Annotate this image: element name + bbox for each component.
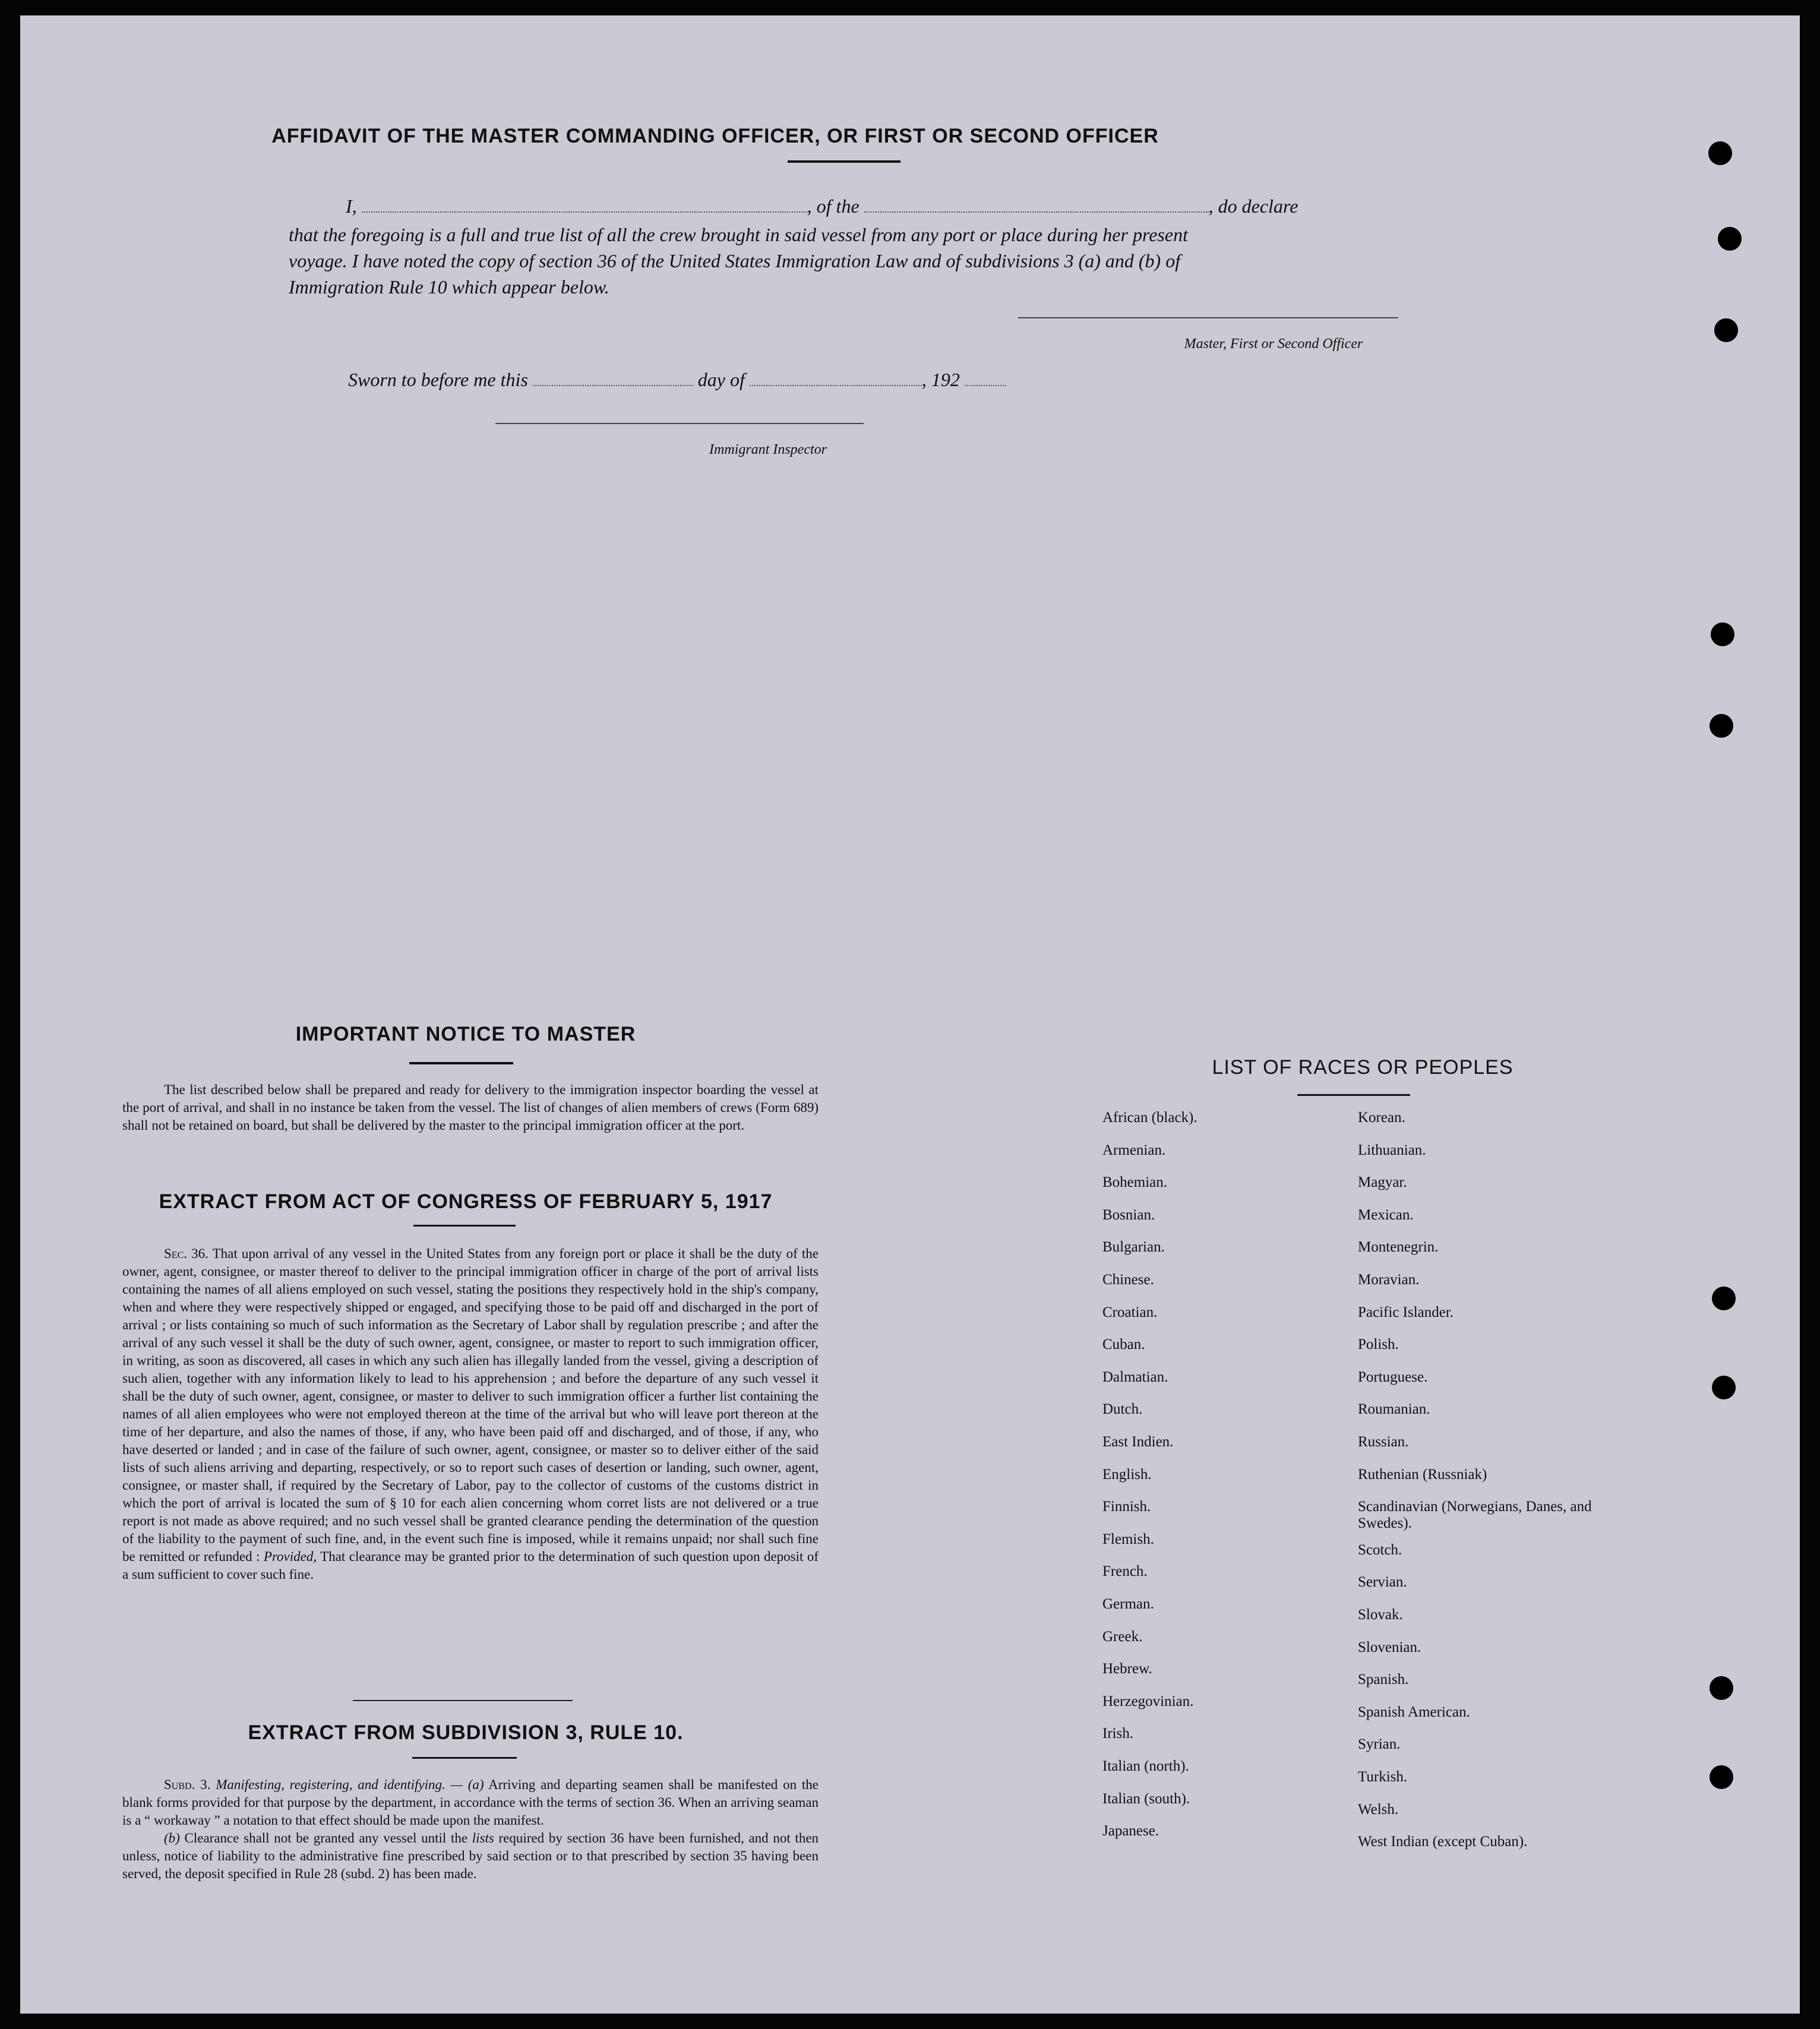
race-item: English. <box>1102 1466 1152 1483</box>
punch-hole <box>1711 622 1734 646</box>
rule-underline <box>412 1757 517 1759</box>
race-item: Finnish. <box>1102 1499 1151 1515</box>
race-item: Slovak. <box>1358 1607 1403 1623</box>
notice-underline <box>409 1062 513 1064</box>
race-item: Welsh. <box>1358 1801 1399 1818</box>
sworn-line <box>348 366 1120 393</box>
race-item: Portuguese. <box>1358 1369 1428 1385</box>
act-title: EXTRACT FROM ACT OF CONGRESS OF FEBRUARY 5, 1917 <box>159 1190 773 1213</box>
race-item: Turkish. <box>1358 1769 1408 1785</box>
race-item: Bohemian. <box>1102 1174 1168 1191</box>
race-item: Roumanian. <box>1358 1401 1430 1418</box>
punch-hole <box>1710 714 1733 738</box>
para-b-1: Clearance shall not be granted any vessel until the <box>184 1831 468 1845</box>
sec-label: Sec. 36. <box>164 1246 208 1261</box>
year-prefix: , 192 <box>921 369 960 390</box>
subd-label: Subd. 3. <box>164 1777 211 1792</box>
affidavit-line-4: Immigration Rule 10 which appear below. <box>289 276 609 298</box>
race-item: Scandinavian (Norwegians, Danes, and Swedes). <box>1358 1499 1592 1532</box>
rule-body <box>122 1776 819 1883</box>
race-item: Armenian. <box>1102 1142 1166 1158</box>
vessel-blank[interactable] <box>864 211 1209 213</box>
provided-word: Provided, <box>263 1549 317 1564</box>
race-item: Chinese. <box>1102 1272 1154 1288</box>
name-blank[interactable] <box>362 211 807 213</box>
race-item: Pacific Islander. <box>1358 1304 1454 1320</box>
notice-title: IMPORTANT NOTICE TO MASTER <box>295 1023 636 1045</box>
race-item: Japanese. <box>1102 1823 1159 1840</box>
affidavit-i: I, <box>346 195 357 217</box>
race-item: Servian. <box>1358 1574 1407 1591</box>
day-of-text: day of <box>697 369 745 390</box>
affidavit-line-3: voyage. I have noted the copy of section 36 of the United States Immigration Law and of subdivisions 3 (a) and (b) of <box>289 250 1181 271</box>
race-item: Croatian. <box>1102 1304 1158 1320</box>
race-item: Dalmatian. <box>1102 1369 1168 1385</box>
race-item: Irish. <box>1102 1725 1134 1742</box>
inspector-label: Immigrant Inspector <box>709 442 827 457</box>
punch-hole <box>1712 1287 1736 1310</box>
para-a: Arriving and departing seamen shall be manifested on the blank forms provided for that purpose by the department, in accordance with the terms of section 36. When an arriving seaman is a “ workaway ” a notation to that effect should be made upon the manifest. <box>122 1777 819 1828</box>
race-item: Russian. <box>1358 1434 1409 1450</box>
race-item: Cuban. <box>1102 1336 1145 1353</box>
race-item: Dutch. <box>1102 1401 1143 1418</box>
document-page <box>20 15 1800 2014</box>
punch-hole <box>1714 318 1738 342</box>
race-item: Greek. <box>1102 1628 1143 1645</box>
sworn-text: Sworn to before me this <box>348 369 528 390</box>
act-body <box>122 1245 819 1584</box>
race-item: Montenegrin. <box>1358 1239 1439 1256</box>
punch-hole <box>1708 141 1732 165</box>
notice-text: The list described below shall be prepared and ready for delivery to the immigration inspector boarding the vessel at the port of arrival, and shall in no instance be taken from the vessel. The list of changes of alien members of crews (Form 689) shall not be retained on board, but shall be delivered by the master to the principal immigration officer at the port. <box>122 1082 819 1133</box>
race-item: Mexican. <box>1358 1206 1414 1223</box>
race-item: West Indian (except Cuban). <box>1358 1834 1528 1850</box>
race-item: Flemish. <box>1102 1531 1154 1547</box>
race-item: Spanish. <box>1358 1671 1409 1688</box>
notice-body <box>122 1081 819 1134</box>
race-item: Herzegovinian. <box>1102 1693 1194 1709</box>
month-blank[interactable] <box>750 385 922 386</box>
races-title: LIST OF RACES OR PEOPLES <box>1212 1056 1513 1079</box>
race-item: Spanish American. <box>1358 1704 1470 1720</box>
race-item: Bosnian. <box>1102 1206 1155 1223</box>
race-item: French. <box>1102 1563 1148 1580</box>
act-underline <box>413 1225 516 1227</box>
race-item: Lithuanian. <box>1358 1142 1426 1158</box>
affidavit-of-the: , of the <box>807 195 860 217</box>
race-item: Syrian. <box>1358 1736 1401 1753</box>
race-item: Moravian. <box>1358 1272 1420 1288</box>
master-signature-line[interactable] <box>1018 317 1398 318</box>
inspector-signature-line[interactable] <box>495 423 864 424</box>
race-item: Korean. <box>1358 1110 1405 1126</box>
race-item: Bulgarian. <box>1102 1239 1165 1256</box>
punch-hole <box>1718 227 1742 251</box>
race-item: Magyar. <box>1358 1174 1407 1191</box>
act-text-end: That clearance may be granted prior to the determination of such question upon deposit of a sum sufficient to cover such fine. <box>122 1549 819 1582</box>
race-item: Polish. <box>1358 1336 1399 1353</box>
affidavit-line-2: that the foregoing is a full and true list of all the crew brought in said vessel from any port or place during her present <box>289 224 1188 245</box>
race-item: East Indien. <box>1102 1434 1174 1450</box>
master-label: Master, First or Second Officer <box>1184 336 1363 352</box>
race-item: Slovenian. <box>1358 1639 1421 1655</box>
para-b-2: required by section 36 have been furnished, and not then unless, notice of liability to the administrative fine prescribed by said section or to that prescribed by section 35 having been served, the deposit specified in Rule 28 (subd. 2) has been made. <box>122 1831 819 1881</box>
section-divider <box>353 1700 573 1701</box>
day-blank[interactable] <box>533 385 693 386</box>
affidavit-declare: , do declare <box>1208 195 1298 217</box>
race-item: Ruthenian (Russniak) <box>1358 1466 1487 1483</box>
act-text: That upon arrival of any vessel in the United States from any foreign port or place it shall be the duty of the owner, agent, consignee, or master thereof to deliver to the principal immigration officer in charge of the port of arrival lists containing the names of all aliens employed on such vessel, stating the positions they respectively hold in the ship's company, when and where they were respectively shipped or engaged, and specifying those to be paid off and discharged in the port of arrival ; or lists containing so much of such information as the Secretary of Labor shall by regulation prescribe ; and after the arrival of any such vessel it shall be the duty of such owner, agent, consignee, or master to report to such immigration officer, in writing, as soon as discovered, all cases in which any such alien has illegally landed from the vessel, giving a description of such alien, together with any information likely to lead to his apprehension ; and before the departure of any such vessel it shall be the duty of such owner, agent, consignee, or master to deliver to such immigration officer a further list containing the names of all alien employees who were not employed thereon at the time of the arrival but who will leave port thereon at the time of her departure, and also the names of those, if any, who have been paid off and discharged, and of those, if any, who have deserted or landed ; and in case of the failure of such owner, agent, consignee, or master so to deliver either of the said lists of such aliens arriving and departing, respectively, or so to report such cases of desertion or landing, such owner, agent, consignee, or master shall, if required by the Secretary of Labor, pay to the collector of customs of the customs district in which the port of arrival is located the sum of § 10 for each alien concerning whom corret lists are not delivered or a true report is not made as above required; and no such vessel shall be granted clearance pending the determination of the question of the liability to the payment of such fine, and, in the event such fine is imposed, while it remains unpaid; nor shall such fine be remitted or refunded : <box>122 1246 819 1564</box>
race-item: Hebrew. <box>1102 1661 1152 1677</box>
race-item: Scotch. <box>1358 1541 1402 1558</box>
affidavit-line-1 <box>346 192 1462 222</box>
race-item: African (black). <box>1102 1110 1197 1126</box>
race-item: Italian (south). <box>1102 1790 1190 1807</box>
subd-italic: Manifesting, registering, and identifying. — (a) <box>216 1777 484 1792</box>
punch-hole <box>1710 1676 1733 1700</box>
title-underline <box>788 160 900 163</box>
affidavit-title: AFFIDAVIT OF THE MASTER COMMANDING OFFICER, OR FIRST OR SECOND OFFICER <box>271 125 1159 147</box>
para-b-lists: lists <box>472 1831 494 1845</box>
punch-hole <box>1710 1765 1733 1789</box>
year-blank[interactable] <box>965 385 1006 386</box>
race-item: German. <box>1102 1596 1154 1612</box>
rule-title: EXTRACT FROM SUBDIVISION 3, RULE 10. <box>248 1721 684 1744</box>
punch-hole <box>1712 1376 1736 1399</box>
race-item: Italian (north). <box>1102 1758 1189 1774</box>
races-underline <box>1297 1094 1410 1096</box>
para-b-label: (b) <box>164 1831 180 1845</box>
